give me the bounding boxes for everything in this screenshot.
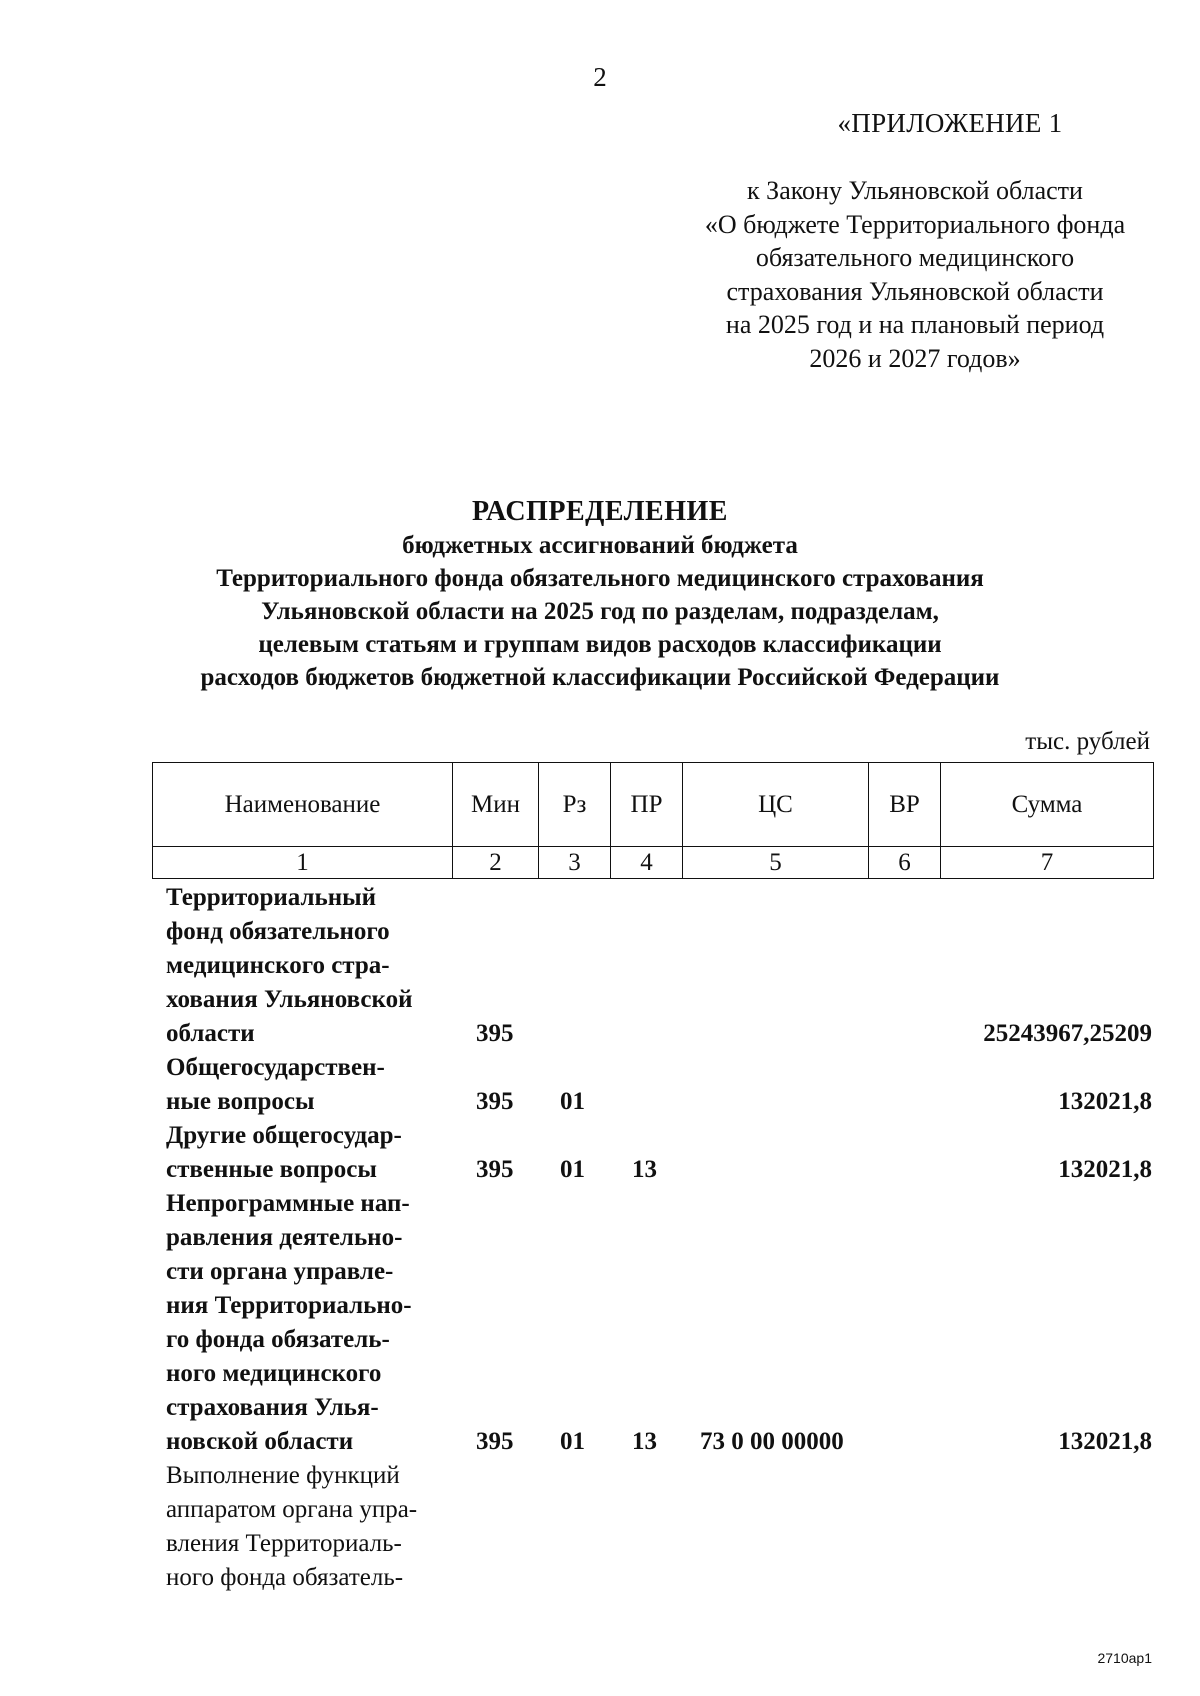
row-name — [166, 1459, 444, 1595]
row-pr: 13 — [632, 1156, 657, 1183]
row-name-line: ственные вопросы — [166, 1156, 377, 1183]
column-header-vr: ВР — [869, 763, 941, 847]
row-name-line: равления деятельно- — [166, 1224, 403, 1251]
appendix-reference-line: обязательного медицинского — [755, 243, 1075, 272]
column-number-row — [153, 847, 1154, 879]
row-name-line: го фонда обязатель- — [166, 1326, 390, 1353]
heading-line: расходов бюджетов бюджетной классификации Российской Федерации — [200, 664, 1000, 691]
row-name — [166, 1119, 444, 1187]
row-name-line: хования Ульяновской — [166, 986, 413, 1013]
column-number: 6 — [869, 847, 941, 879]
page-number: 2 — [593, 62, 607, 92]
units-label: тыс. рублей — [1025, 728, 1150, 755]
row-name-line: Территориальный — [166, 884, 377, 911]
row-name — [166, 1051, 444, 1119]
appendix-reference-line: на 2025 год и на плановый период — [725, 310, 1105, 339]
row-name-line: ного фонда обязатель- — [166, 1564, 404, 1591]
row-rz: 01 — [560, 1156, 585, 1183]
document-heading — [0, 495, 1200, 694]
column-header-name: Наименование — [153, 763, 453, 847]
column-header-sum: Сумма — [941, 763, 1154, 847]
row-name-line: ные вопросы — [166, 1088, 315, 1115]
row-rz: 01 — [560, 1428, 585, 1455]
heading-title: РАСПРЕДЕЛЕНИЕ — [472, 496, 728, 527]
row-min: 395 — [476, 1428, 514, 1455]
appendix-reference-line: к Закону Ульяновской области — [747, 176, 1083, 205]
row-cs: 73 0 00 00000 — [700, 1428, 844, 1455]
row-name-line: страхования Улья- — [166, 1394, 379, 1421]
row-min: 395 — [476, 1156, 514, 1183]
row-pr: 13 — [632, 1428, 657, 1455]
heading-line: Ульяновской области на 2025 год по разделам, подразделам, — [261, 598, 939, 625]
row-name-line: Общегосударствен- — [166, 1054, 385, 1081]
appendix-reference — [655, 174, 1175, 375]
row-name-line: аппаратом органа упра- — [166, 1496, 418, 1523]
row-sum: 132021,8 — [1058, 1088, 1152, 1115]
row-name — [166, 1187, 444, 1459]
row-rz: 01 — [560, 1088, 585, 1115]
heading-line: целевым статьям и группам видов расходов классификации — [258, 631, 942, 658]
row-min: 395 — [476, 1088, 514, 1115]
column-number: 2 — [453, 847, 539, 879]
column-number: 7 — [941, 847, 1154, 879]
row-name-line: Непрограммные нап- — [166, 1190, 410, 1217]
column-header-rz: Рз — [539, 763, 611, 847]
row-name-line: вления Территориаль- — [166, 1530, 402, 1557]
row-name-line: сти органа управле- — [166, 1258, 394, 1285]
row-name-line: ного медицинского — [166, 1360, 382, 1387]
column-header-row — [153, 763, 1154, 847]
row-name-line: медицинского стра- — [166, 952, 390, 979]
row-sum: 25243967,25209 — [983, 1020, 1152, 1047]
document-code: 2710ap1 — [1097, 1650, 1152, 1666]
row-name-line: ния Территориально- — [166, 1292, 412, 1319]
column-number: 5 — [683, 847, 869, 879]
column-number: 3 — [539, 847, 611, 879]
appendix-reference-line: «О бюджете Территориального фонда — [704, 209, 1126, 239]
row-name-line: области — [166, 1020, 255, 1047]
column-header-pr: ПР — [611, 763, 683, 847]
heading-line: бюджетных ассигнований бюджета — [402, 532, 798, 559]
column-number: 4 — [611, 847, 683, 879]
appendix-reference-line: страхования Ульяновской области — [726, 276, 1104, 306]
appendix-title: «ПРИЛОЖЕНИЕ 1 — [837, 108, 1063, 138]
row-sum: 132021,8 — [1058, 1428, 1152, 1455]
row-name-line: Другие общегосудар- — [166, 1122, 402, 1149]
row-name-line: Выполнение функций — [166, 1462, 400, 1489]
row-min: 395 — [476, 1020, 514, 1047]
column-header-cs: ЦС — [683, 763, 869, 847]
table-header — [152, 762, 1154, 879]
row-name-line: фонд обязательного — [166, 918, 390, 945]
column-number: 1 — [153, 847, 453, 879]
row-name-line: новской области — [166, 1428, 354, 1455]
row-sum: 132021,8 — [1058, 1156, 1152, 1183]
column-header-min: Мин — [453, 763, 539, 847]
row-name — [166, 881, 444, 1051]
heading-line: Территориального фонда обязательного медицинского страхования — [216, 565, 984, 592]
appendix-reference-line: 2026 и 2027 годов» — [809, 343, 1021, 373]
